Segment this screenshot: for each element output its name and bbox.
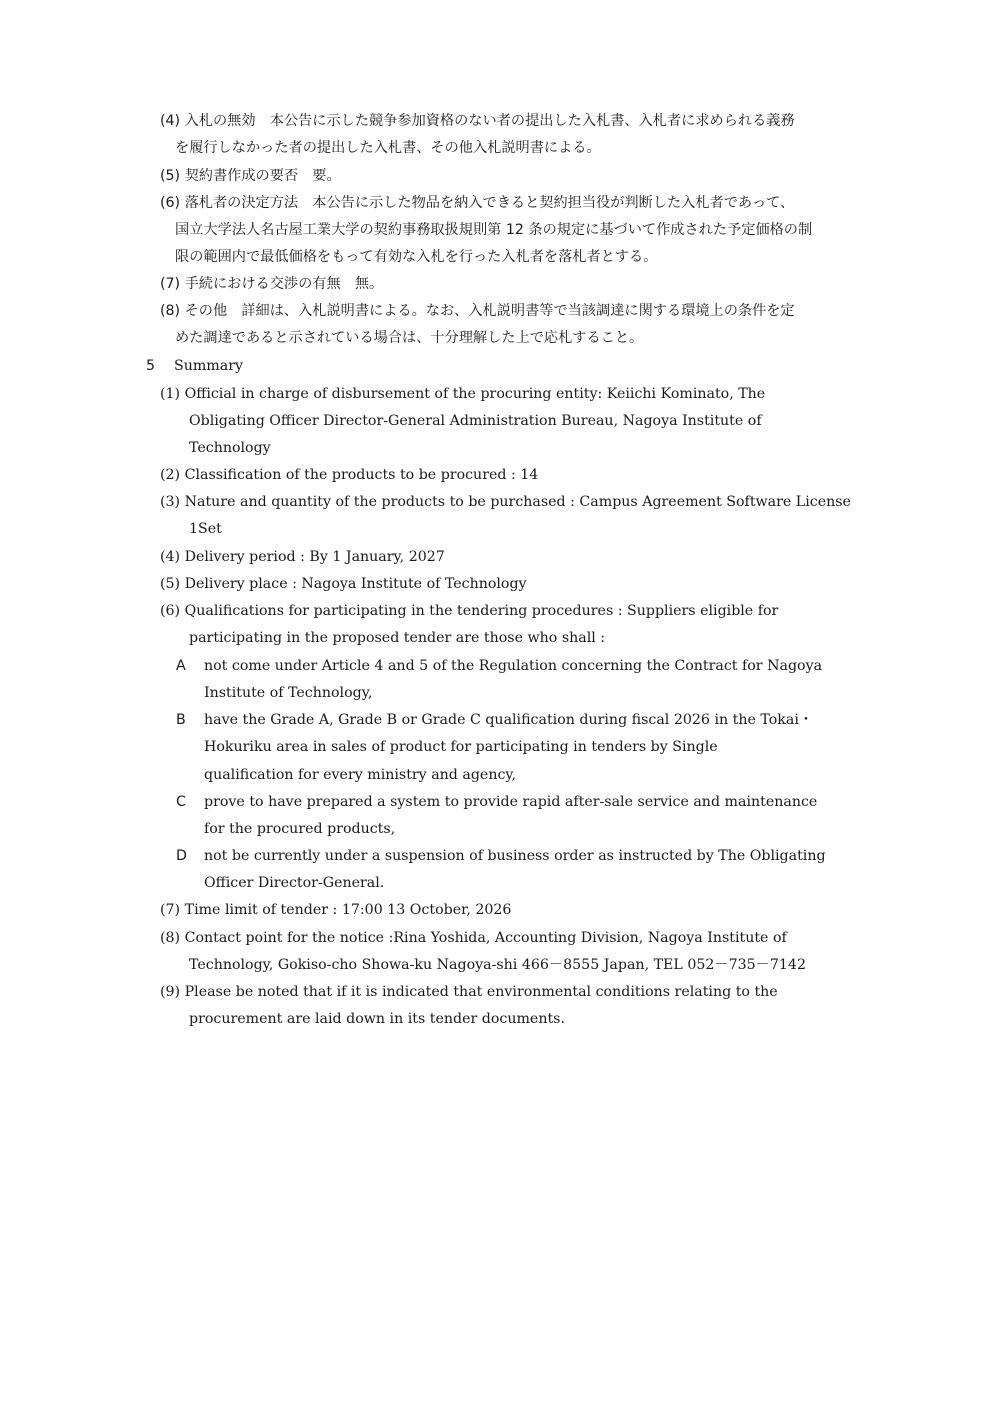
summary-item-9-line-2: procurement are laid down in its tender documents. [189,1011,565,1027]
jp-item-6-line-3: 限の範囲内で最低価格をもって有効な入札を行った入札者を落札者とする。 [175,249,658,265]
summary-item-7: (7) Time limit of tender : 17:00 13 October, 2026 [160,902,512,918]
qualification-b-line-2: Hokuriku area in sales of product for participating in tenders by Single [204,739,718,755]
jp-item-8-line-1: (8) その他 詳細は、入札説明書による。なお、入札説明書等で当該調達に関する環境上の条件を定 [160,303,795,319]
jp-item-4-line-2: を履行しなかった者の提出した入札書、その他入札説明書による。 [175,140,601,156]
qualification-c-mark: C [176,794,186,810]
jp-item-8-line-2: めた調達であると示されている場合は、十分理解した上で応札すること。 [175,330,644,346]
summary-item-8-line-1: (8) Contact point for the notice :Rina Yoshida, Accounting Division, Nagoya Institute of [160,930,787,946]
qualification-d-line-1: not be currently under a suspension of business order as instructed by The Obligating [204,848,826,864]
qualification-b-mark: B [176,712,186,728]
qualification-c-line-2: for the procured products, [204,821,396,837]
jp-item-7: (7) 手続における交渉の有無 無。 [160,276,384,292]
summary-item-4: (4) Delivery period : By 1 January, 2027 [160,549,445,565]
qualification-d-line-2: Officer Director-General. [204,875,385,891]
qualification-a-mark: A [176,658,186,674]
summary-item-9-line-1: (9) Please be noted that if it is indicated that environmental conditions relating to the [160,984,778,1000]
jp-item-5: (5) 契約書作成の要否 要。 [160,168,341,184]
summary-item-3-line-2: 1Set [189,521,222,537]
qualification-b-line-3: qualification for every ministry and agency, [204,767,517,783]
qualification-d-mark: D [176,848,187,864]
summary-item-2: (2) Classification of the products to be procured : 14 [160,467,539,483]
summary-item-5: (5) Delivery place : Nagoya Institute of Technology [160,576,527,592]
summary-item-1-line-2: Obligating Officer Director-General Administration Bureau, Nagoya Institute of [189,413,762,429]
summary-item-1-line-3: Technology [189,440,271,456]
summary-item-6-line-1: (6) Qualifications for participating in the tendering procedures : Suppliers eligible for [160,603,779,619]
jp-item-6-line-1: (6) 落札者の決定方法 本公告に示した物品を納入できると契約担当役が判断した入札者であって、 [160,195,795,211]
summary-item-6-line-2: participating in the proposed tender are those who shall : [189,630,606,646]
summary-item-8-line-2: Technology, Gokiso-cho Showa-ku Nagoya-shi 466－8555 Japan, TEL 052－735－7142 [189,957,806,973]
summary-heading-number: 5 [146,358,156,374]
qualification-a-line-1: not come under Article 4 and 5 of the Regulation concerning the Contract for Nagoya [204,658,823,674]
summary-item-1-line-1: (1) Official in charge of disbursement of the procuring entity: Keiichi Kominato, The [160,386,766,402]
jp-item-4-line-1: (4) 入札の無効 本公告に示した競争参加資格のない者の提出した入札書、入札者に求められる義務 [160,113,795,129]
summary-heading-title: Summary [174,358,244,374]
summary-item-3-line-1: (3) Nature and quantity of the products to be purchased : Campus Agreement Software License [160,494,851,510]
qualification-c-line-1: prove to have prepared a system to provide rapid after-sale service and maintenance [204,794,818,810]
qualification-b-line-1: have the Grade A, Grade B or Grade C qualification during fiscal 2026 in the Tokai・ [204,712,814,728]
qualification-a-line-2: Institute of Technology, [204,685,373,701]
jp-item-6-line-2: 国立大学法人名古屋工業大学の契約事務取扱規則第 12 条の規定に基づいて作成された予定価格の制 [175,222,813,238]
